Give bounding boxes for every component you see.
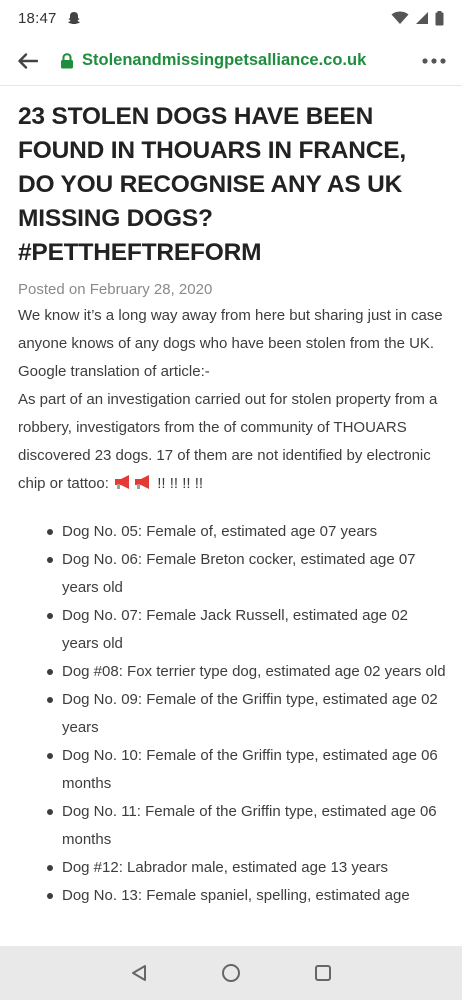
wifi-icon [391, 11, 409, 25]
nav-back-button[interactable] [128, 962, 150, 984]
home-circle-icon [221, 963, 241, 983]
dog-list [18, 518, 446, 910]
list-item: Dog No. 13: Female spaniel, spelling, estimated age [45, 882, 446, 910]
recents-square-icon [314, 964, 332, 982]
list-item: Dog No. 11: Female of the Griffin type, estimated age 06 months [45, 798, 446, 854]
list-item: Dog No. 10: Female of the Griffin type, estimated age 06 months [45, 742, 446, 798]
emphasis-marks: !! !! !! !! [153, 475, 204, 492]
list-item: Dog No. 05: Female of, estimated age 07 years [45, 518, 446, 546]
article [18, 100, 446, 946]
intro-paragraph: We know it’s a long way away from here but sharing just in case anyone knows of any dogs who have been stolen from the UK. [18, 307, 443, 352]
more-options-button[interactable] [420, 47, 448, 75]
battery-icon [435, 11, 444, 26]
list-item: Dog No. 07: Female Jack Russell, estimated age 02 years old [45, 602, 446, 658]
list-item: Dog No. 06: Female Breton cocker, estimated age 07 years old [45, 546, 446, 602]
list-item: Dog No. 09: Female of the Griffin type, estimated age 02 years [45, 686, 446, 742]
body-text: As part of an investigation carried out for stolen property from a robbery, investigators from the of community of THOUARS discovered 23 dogs. 17 of them are not identified by electronic chip or tattoo: [18, 391, 438, 492]
more-options-icon [422, 58, 446, 64]
status-bar [0, 0, 462, 36]
address-bar [0, 36, 462, 86]
article-title: 23 STOLEN DOGS HAVE BEEN FOUND IN THOUARS IN FRANCE, DO YOU RECOGNISE ANY AS UK MISSING DOGS? #PETTHEFTREFORM [18, 103, 406, 266]
nav-home-button[interactable] [220, 962, 242, 984]
status-time: 18:47 [18, 9, 57, 27]
translation-label: Google translation of article:- [18, 363, 210, 380]
signal-icon [415, 11, 429, 25]
body-paragraph [18, 386, 446, 500]
back-button[interactable] [14, 47, 42, 75]
post-date: Posted on February 28, 2020 [18, 281, 213, 298]
back-arrow-icon [18, 53, 38, 69]
list-item: Dog #08: Fox terrier type dog, estimated age 02 years old [45, 658, 446, 686]
back-triangle-icon [130, 964, 148, 982]
status-icons [391, 11, 444, 26]
system-nav-bar [0, 946, 462, 1000]
nav-recents-button[interactable] [312, 962, 334, 984]
snapchat-ghost-icon [67, 11, 81, 25]
lock-icon [60, 53, 74, 69]
megaphone-icon [113, 472, 153, 500]
url-text[interactable]: Stolenandmissingpetsalliance.co.uk [82, 51, 367, 69]
list-item: Dog #12: Labrador male, estimated age 13 years [45, 854, 446, 882]
